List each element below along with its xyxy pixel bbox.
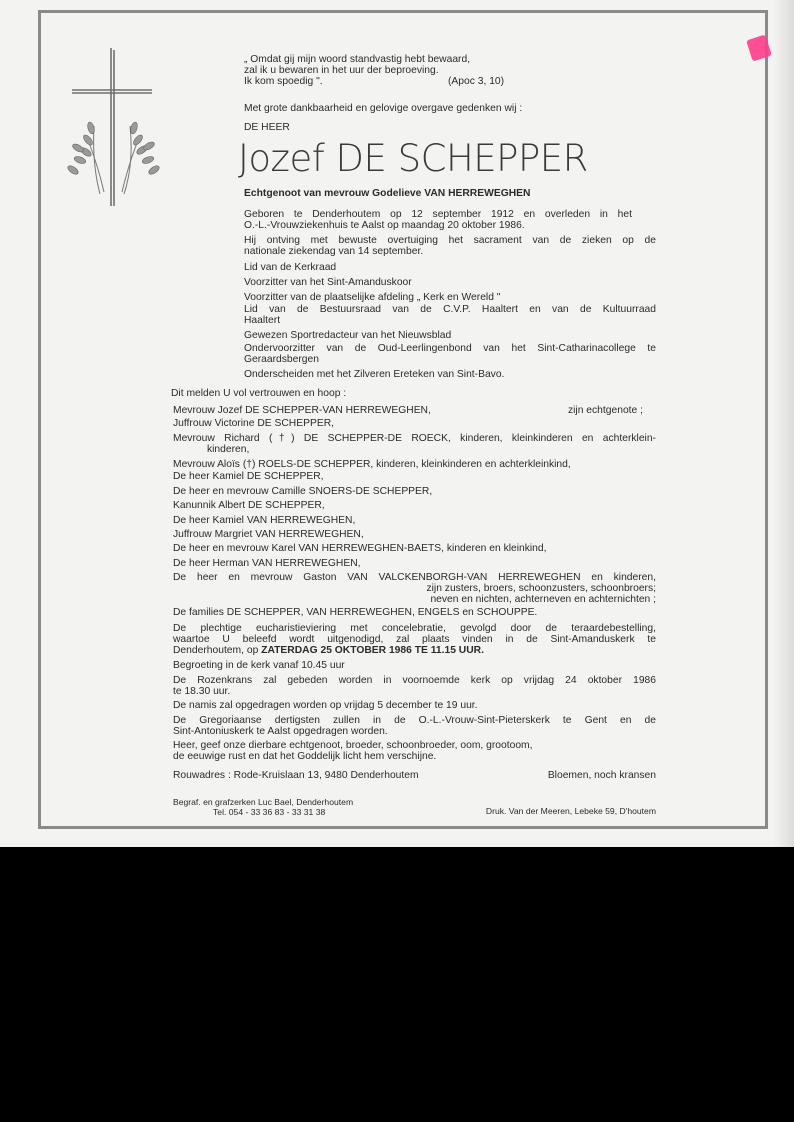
undertaker-phone: Tel. 054 - 33 36 83 - 33 31 38 <box>213 807 326 817</box>
bio-line: Geboren te Denderhoutem op 12 september 1912 en overleden in het <box>244 209 632 220</box>
service-date: ZATERDAG 25 OKTOBER 1986 TE 11.15 UUR. <box>261 645 484 656</box>
bio-line: Onderscheiden met het Zilveren Ereteken van Sint-Bavo. <box>244 369 505 380</box>
bio-line: Ondervoorzitter van de Oud-Leerlingenbond van het Sint-Catharinacollege te <box>244 343 656 354</box>
bio-line: Gewezen Sportredacteur van het Nieuwsblad <box>244 330 452 341</box>
announcement: Dit melden U vol vertrouwen en hoop : <box>171 388 347 399</box>
spouse-line: Echtgenoot van mevrouw Godelieve VAN HERREWEGHEN <box>244 188 531 199</box>
title-text: DE HEER <box>244 122 290 133</box>
family-line: De families DE SCHEPPER, VAN HERREWEGHEN, ENGELS en SCHOUPPE. <box>173 607 538 618</box>
family-line: De heer Herman VAN HERREWEGHEN, <box>173 558 361 569</box>
bio-line: Lid van de Bestuursraad van de C.V.P. Haaltert en van de Kultuurraad <box>244 304 656 315</box>
rosary-line: De Rozenkrans zal gebeden worden in voornoemde kerk op vrijdag 24 oktober 1986 <box>173 675 656 686</box>
prayer-line: Heer, geef onze dierbare echtgenoot, broeder, schoonbroeder, oom, grootoom, <box>173 740 533 751</box>
quote-line-2: zal ik u bewaren in het uur der beproeving. <box>244 65 439 76</box>
family-line: De heer en mevrouw Gaston VAN VALCKENBORGH-VAN HERREWEGHEN en kinderen, <box>173 572 656 583</box>
gregorian-line: De Gregoriaanse dertigsten zullen in de O.-L.-Vrouw-Sint-Pieterskerk te Gent en de <box>173 715 656 726</box>
family-line: Kanunnik Albert DE SCHEPPER, <box>173 500 325 511</box>
family-line: zijn zusters, broers, schoonzusters, schoonbroers; <box>426 583 656 594</box>
bio-line: Voorzitter van de plaatselijke afdeling „ Kerk en Wereld " <box>244 292 501 303</box>
family-line: De heer Kamiel DE SCHEPPER, <box>173 471 324 482</box>
family-line: De heer Kamiel VAN HERREWEGHEN, <box>173 515 356 526</box>
family-wife: Mevrouw Jozef DE SCHEPPER-VAN HERREWEGHEN, <box>173 405 431 416</box>
gregorian-line: Sint-Antoniuskerk te Aalst opgedragen worden. <box>173 726 388 737</box>
undertaker-name: Begraf. en grafzerken Luc Bael, Denderhoutem <box>173 797 354 807</box>
bio-line: nationale ziekendag van 14 september. <box>244 246 424 257</box>
quote-line-3: Ik kom spoedig ". <box>244 76 323 87</box>
mourning-address: Rouwadres : Rode-Kruislaan 13, 9480 Denderhoutem <box>173 770 419 781</box>
family-line: kinderen, <box>207 444 250 455</box>
deceased-name: Jozef DE SCHEPPER <box>238 137 588 180</box>
family-line: Mevrouw Aloïs (†) ROELS-DE SCHEPPER, kinderen, kleinkinderen en achterkleinkind, <box>173 459 571 470</box>
family-line: Juffrouw Victorine DE SCHEPPER, <box>173 418 334 429</box>
family-line: De heer en mevrouw Camille SNOERS-DE SCHEPPER, <box>173 486 433 497</box>
family-line: De heer en mevrouw Karel VAN HERREWEGHEN-BAETS, kinderen en kleinkind, <box>173 543 547 554</box>
service-line: De plechtige eucharistieviering met concelebratie, gevolgd door de teraardebestelling, <box>173 623 656 634</box>
family-wife-role: zijn echtgenote ; <box>568 405 643 416</box>
intro-text: Met grote dankbaarheid en gelovige overgave gedenken wij : <box>244 103 523 114</box>
namis-line: De namis zal opgedragen worden op vrijdag 5 december te 19 uur. <box>173 700 478 711</box>
rosary-line: te 18.30 uur. <box>173 686 231 697</box>
bio-line: Voorzitter van het Sint-Amanduskoor <box>244 277 412 288</box>
service-line: waartoe U beleefd wordt uitgenodigd, zal plaats vinden in de Sint-Amanduskerk te <box>173 634 656 645</box>
family-line: Juffrouw Margriet VAN HERREWEGHEN, <box>173 529 364 540</box>
family-line: Mevrouw Richard (†) DE SCHEPPER-DE ROECK, kinderen, kleinkinderen en achterklein- <box>173 433 656 444</box>
quote-reference: (Apoc 3, 10) <box>448 76 505 87</box>
quote-line-1: „ Omdat gij mijn woord standvastig hebt bewaard, <box>244 54 471 65</box>
family-line: neven en nichten, achterneven en achternichten ; <box>430 594 656 605</box>
printer-credit: Druk. Van der Meeren, Lebeke 59, D'houtem <box>485 806 656 816</box>
cross-wheat-icon <box>64 44 164 209</box>
service-date-line <box>173 645 484 656</box>
bio-line: Hij ontving met bewuste overtuiging het sacrament van de zieken op de <box>244 235 656 246</box>
greeting-line: Begroeting in de kerk vanaf 10.45 uur <box>173 660 345 671</box>
bio-line: O.-L.-Vrouwziekenhuis te Aalst op maandag 20 oktober 1986. <box>244 220 525 231</box>
flowers-note: Bloemen, noch kransen <box>547 770 656 781</box>
bio-line: Haaltert <box>244 315 281 326</box>
bio-line: Lid van de Kerkraad <box>244 262 337 273</box>
bio-line: Geraardsbergen <box>244 354 319 365</box>
prayer-line: de eeuwige rust en dat het Goddelijk licht hem verschijne. <box>173 751 437 762</box>
service-date-prefix: Denderhoutem, op <box>173 645 259 656</box>
